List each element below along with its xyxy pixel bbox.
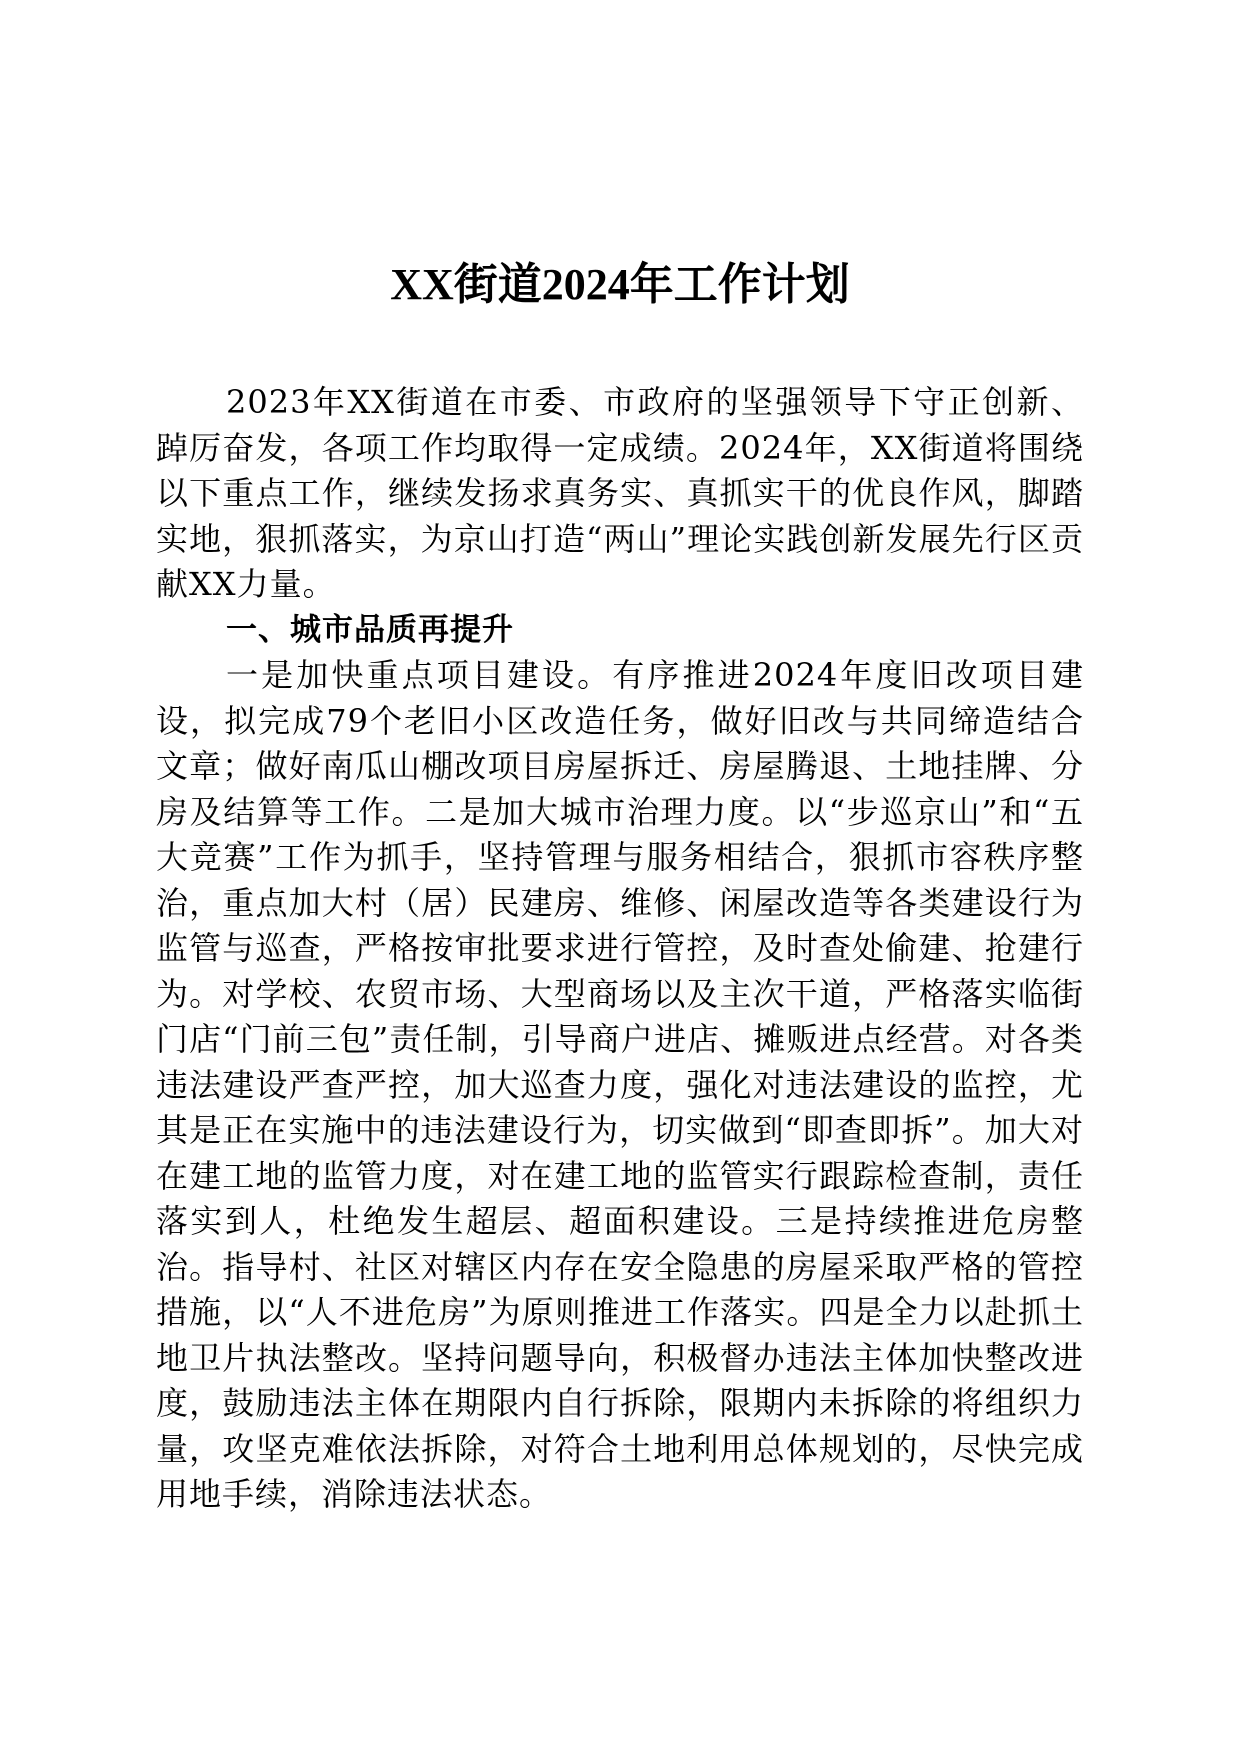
section-heading: 一、城市品质再提升 [226, 611, 514, 648]
document-title: XX街道2024年工作计划 [390, 260, 850, 310]
intro-paragraph: 2023年XX街道在市委、市政府的坚强领导下守正创新、踔厉奋发，各项工作均取得一定成绩。2024年，XX街道将围绕以下重点工作，继续发扬求真务实、真抓实干的优良作风，脚踏实地，狠抓落实，为京山打造“两山”理论实践创新发展先行区贡献XX力量。 [156, 383, 1084, 603]
section-paragraph: 一是加快重点项目建设。有序推进2024年度旧改项目建设，拟完成79个老旧小区改造任务，做好旧改与共同缔造结合文章；做好南瓜山棚改项目房屋拆迁、房屋腾退、土地挂牌、分房及结算等工作。二是加大城市治理力度。以“步巡京山”和“五大竞赛”工作为抓手，坚持管理与服务相结合，狠抓市容秩序整治，重点加大村（居）民建房、维修、闲屋改造等各类建设行为监管与巡查，严格按审批要求进行管控，及时查处偷建、抢建行为。对学校、农贸市场、大型商场以及主次干道，严格落实临街门店“门前三包”责任制，引导商户进店、摊贩进点经营。对各类违法建设严查严控，加大巡查力度，强化对违法建设的监控，尤其是正在实施中的违法建设行为，切实做到“即查即拆”。加大对在建工地的监管力度，对在建工地的监管实行跟踪检查制，责任落实到人，杜绝发生超层、超面积建设。三是持续推进危房整治。指导村、社区对辖区内存在安全隐患的房屋采取严格的管控措施，以“人不进危房”为原则推进工作落实。四是全力以赴抓土地卫片执法整改。坚持问题导向，积极督办违法主体加快整改进度，鼓励违法主体在期限内自行拆除，限期内未拆除的将组织力量，攻坚克难依法拆除，对符合土地利用总体规划的，尽快完成用地手续，消除违法状态。 [156, 656, 1084, 1513]
document-body [156, 380, 1084, 1518]
